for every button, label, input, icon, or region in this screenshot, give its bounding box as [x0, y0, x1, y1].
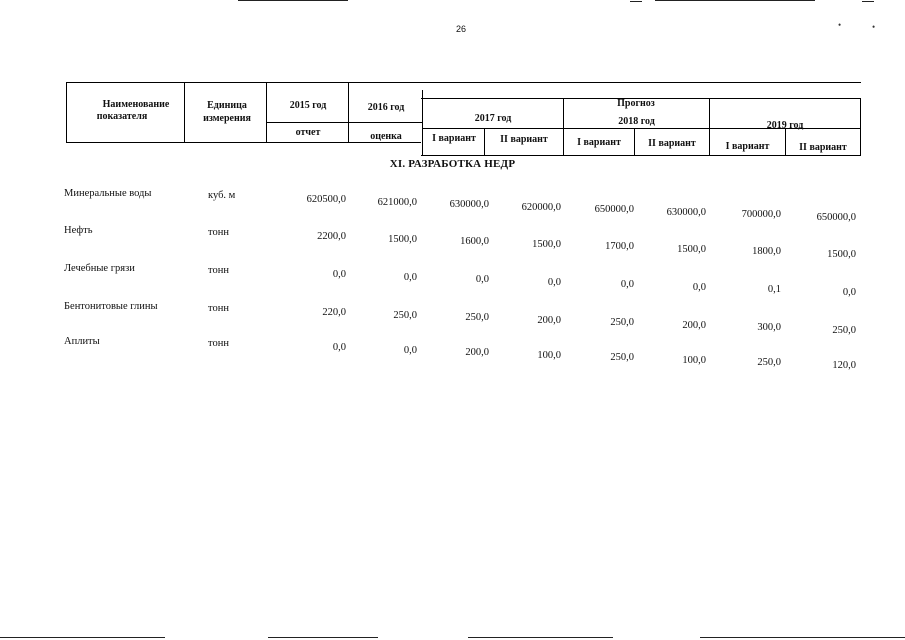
row-unit: тонн [208, 227, 229, 238]
row-value: 650000,0 [594, 204, 634, 215]
row-value: 0,0 [547, 276, 561, 288]
table-border [349, 122, 423, 123]
row-value: 650000,0 [816, 211, 856, 223]
row-value: 0,0 [403, 271, 417, 283]
scan-line-top-1 [238, 0, 348, 1]
row-value: 0,0 [842, 286, 856, 298]
row-value: 0,0 [332, 342, 346, 353]
row-value: 620500,0 [306, 194, 346, 205]
row-value: 1500,0 [388, 233, 417, 245]
header-2017: 2017 год [474, 113, 512, 124]
scan-line-bottom-3 [468, 637, 613, 638]
row-value: 250,0 [465, 312, 489, 323]
row-value: 0,0 [692, 281, 706, 293]
page-number: 26 [456, 24, 467, 34]
table-header [66, 82, 861, 156]
row-value: 100,0 [537, 349, 561, 361]
row-name: Лечебные грязи [64, 263, 135, 274]
header-2019-v1: I вариант [725, 141, 770, 152]
row-value: 200,0 [465, 347, 489, 358]
row-value: 0,0 [620, 279, 634, 290]
table-border [66, 82, 67, 142]
row-name: Аплиты [64, 336, 100, 347]
row-value: 100,0 [682, 354, 706, 366]
row-value: 250,0 [832, 324, 856, 336]
row-value: 200,0 [537, 314, 561, 326]
row-unit: тонн [208, 265, 229, 276]
section-title: XI. РАЗРАБОТКА НЕДР [389, 158, 516, 170]
header-2018-v2: II вариант [648, 138, 696, 149]
header-name-line2: показателя [96, 111, 148, 122]
row-value: 250,0 [610, 352, 634, 363]
header-2019: 2019 год [766, 120, 804, 131]
header-2018-v1: I вариант [577, 137, 621, 148]
row-name: Бентонитовые глины [64, 301, 158, 312]
header-2019-v2: II вариант [799, 142, 847, 153]
row-unit: тонн [208, 303, 229, 314]
scan-line-bottom-1 [0, 637, 165, 638]
header-unit-line2: измерения [203, 113, 251, 124]
table-border [66, 82, 861, 83]
row-unit: куб. м [208, 190, 236, 201]
row-value: 620000,0 [521, 201, 561, 213]
table-border [184, 82, 185, 142]
row-value: 630000,0 [449, 199, 489, 210]
row-value: 1800,0 [752, 246, 781, 257]
row-value: 2200,0 [317, 231, 346, 242]
row-value: 220,0 [322, 307, 346, 318]
table-border [267, 122, 349, 123]
row-value: 1700,0 [605, 241, 634, 252]
header-forecast: Прогноз [617, 98, 655, 109]
speck-mark: • [838, 20, 842, 30]
row-value: 300,0 [757, 322, 781, 333]
scan-line-bottom-2 [268, 637, 378, 638]
header-2016: 2016 год [367, 102, 405, 113]
header-2017-v1: I вариант [432, 133, 476, 144]
row-value: 1500,0 [677, 243, 706, 255]
row-unit: тонн [208, 338, 229, 349]
row-value: 1500,0 [827, 248, 856, 260]
row-value: 0,1 [767, 284, 781, 295]
scan-line-top-3 [655, 0, 815, 1]
row-name: Нефть [64, 225, 93, 236]
row-value: 250,0 [757, 357, 781, 368]
speck-mark: • [872, 22, 876, 32]
header-2015: 2015 год [289, 100, 327, 111]
row-value: 700000,0 [741, 209, 781, 220]
row-value: 1600,0 [460, 236, 489, 247]
row-value: 1500,0 [532, 238, 561, 250]
header-name-line1: Наименование [102, 99, 170, 110]
scan-line-top-2 [630, 1, 642, 2]
header-2015-sub: отчет [295, 127, 321, 138]
row-value: 200,0 [682, 319, 706, 331]
header-2017-v2: II вариант [500, 134, 548, 145]
row-value: 250,0 [610, 317, 634, 328]
row-value: 621000,0 [377, 196, 417, 208]
header-2018: 2018 год [618, 116, 655, 127]
row-value: 250,0 [393, 309, 417, 321]
row-value: 0,0 [403, 344, 417, 356]
row-name: Минеральные воды [64, 188, 152, 199]
row-value: 0,0 [475, 274, 489, 285]
scan-line-bottom-4 [700, 637, 905, 638]
row-value: 630000,0 [666, 206, 706, 218]
row-value: 120,0 [832, 359, 856, 371]
table-border [421, 155, 861, 156]
scan-line-top-4 [862, 1, 874, 2]
header-2016-sub: оценка [370, 131, 402, 142]
row-value: 0,0 [332, 269, 346, 280]
header-unit-line1: Единица [207, 100, 247, 111]
